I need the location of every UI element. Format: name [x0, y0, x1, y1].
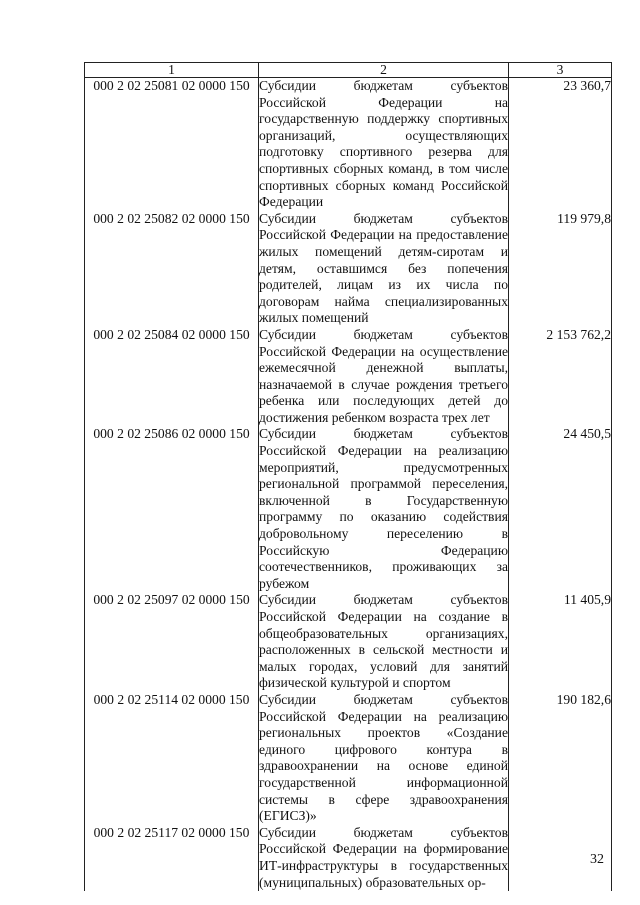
table-row: [85, 327, 612, 427]
row-description: Субсидии бюджетам субъектов Российской Федерации на реализацию региональных проектов «Создание единого цифрового контура в здравоохранении на основе единой государственной информационной системы в сфере здравоохранения (ЕГИСЗ)»: [259, 691, 508, 824]
row-amount: 23 360,7: [509, 78, 612, 211]
row-code: 000 2 02 25086 02 0000 150: [85, 426, 259, 592]
row-amount: 11 405,9: [509, 592, 612, 692]
table-row: [85, 78, 612, 211]
row-amount: 190 182,6: [509, 692, 612, 825]
row-code: 000 2 02 25114 02 0000 150: [85, 692, 259, 825]
row-code: 000 2 02 25082 02 0000 150: [85, 211, 259, 327]
header-col-2: 2: [259, 63, 509, 78]
row-code: 000 2 02 25084 02 0000 150: [85, 327, 259, 427]
table-row: [85, 692, 612, 825]
table-row: [85, 426, 612, 592]
header-col-1: 1: [85, 63, 259, 78]
row-amount: 119 979,8: [509, 211, 612, 327]
table-row: [85, 211, 612, 327]
row-amount: 24 450,5: [509, 426, 612, 592]
table-row: [85, 592, 612, 692]
header-col-3: 3: [509, 63, 612, 78]
row-description: Субсидии бюджетам субъектов Российской Федерации на формирование ИТ-инфраструктуры в государственных (муниципальных) образовательных ор-: [259, 824, 508, 890]
row-description: Субсидии бюджетам субъектов Российской Федерации на осуществление ежемесячной денежной выплаты, назначаемой в случае рождения третьего ребенка или последующих детей до достижения ребенком возраста трех лет: [259, 326, 508, 425]
row-code: 000 2 02 25097 02 0000 150: [85, 592, 259, 692]
row-description: Субсидии бюджетам субъектов Российской Федерации на государственную поддержку спортивных организаций, осуществляющих подготовку спортивного резерва для спортивных сборных команд, в том числе спортивных сборных команд Российской Федерации: [259, 78, 508, 210]
row-description: Субсидии бюджетам субъектов Российской Федерации на создание в общеобразовательных организациях, расположенных в сельской местности и малых городах, условий для занятий физической культурой и спортом: [259, 592, 508, 691]
budget-table: [84, 62, 612, 891]
row-description: Субсидии бюджетам субъектов Российской Федерации на реализацию мероприятий, предусмотренных региональной программой переселения, включенной в Государственную программу по оказанию содействия добровольному переселению в Российскую Федерацию соотечественников, проживающих за рубежом: [259, 426, 508, 591]
row-code: 000 2 02 25081 02 0000 150: [85, 78, 259, 211]
page-number: 32: [590, 852, 604, 867]
row-amount: 2 153 762,2: [509, 327, 612, 427]
row-description: Субсидии бюджетам субъектов Российской Федерации на предоставление жилых помещений детям-сиротам и детям, оставшимся без попечения родителей, лицам из их числа по договорам найма специализированных жилых помещений: [259, 210, 508, 326]
table-row: [85, 825, 612, 891]
table-header-row: [85, 63, 612, 78]
row-code: 000 2 02 25117 02 0000 150: [85, 825, 259, 891]
